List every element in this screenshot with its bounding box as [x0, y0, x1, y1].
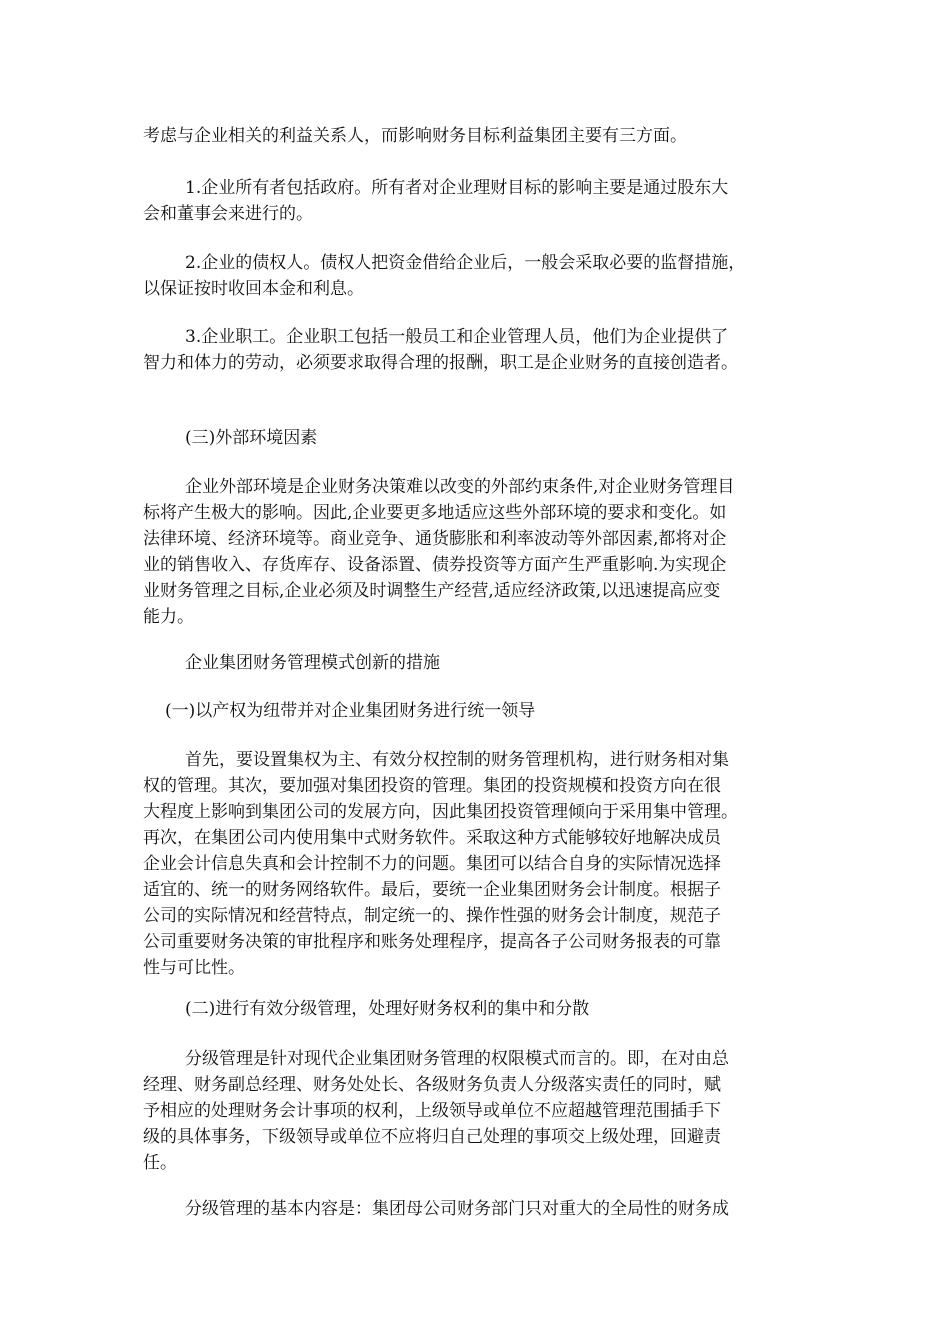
text-line: 分级管理的基本内容是：集团母公司财务部门只对重大的全局性的财务成: [185, 1199, 729, 1219]
text-line: 分级管理是针对现代企业集团财务管理的权限模式而言的。即，在对由总: [185, 1049, 729, 1069]
text-line: 以保证按时收回本金和利息。: [143, 279, 364, 299]
text-line: 适宜的、统一的财务网络软件。最后，要统一企业集团财务会计制度。根据子: [143, 880, 721, 900]
text-line: 会和董事会来进行的。: [143, 204, 313, 224]
text-line: 企业会计信息失真和会计控制不力的问题。集团可以结合自身的实际情况选择: [143, 854, 721, 874]
text-line: 业的销售收入、存货库存、设备添置、债券投资等方面产生严重影响.为实现企: [143, 555, 727, 575]
text-line: 公司重要财务决策的审批程序和账务处理程序，提高各子公司财务报表的可靠: [143, 932, 721, 952]
text-line: 首先，要设置集权为主、有效分权控制的财务管理机构，进行财务相对集: [185, 750, 729, 770]
paragraph-intro: [143, 123, 823, 149]
paragraph-hierarchical-management: [143, 1046, 823, 1176]
text-line: 业财务管理之目标,企业必须及时调整生产经营,适应经济政策,以迅速提高应变: [143, 581, 721, 601]
text-line: 2.企业的债权人。债权人把资金借给企业后，一般会采取必要的监督措施，: [185, 253, 746, 273]
text-line: 1.企业所有者包括政府。所有者对企业理财目标的影响主要是通过股东大: [185, 178, 729, 198]
text-line: 3.企业职工。企业职工包括一般员工和企业管理人员，他们为企业提供了: [185, 327, 729, 347]
paragraph-centralized-management: [143, 747, 823, 981]
heading-text: 企业集团财务管理模式创新的措施: [185, 653, 440, 673]
paragraph-owners: [143, 175, 823, 227]
text-line: 公司的实际情况和经营特点，制定统一的、操作性强的财务会计制度，规范子: [143, 906, 721, 926]
text-line: 能力。: [143, 607, 194, 627]
text-line: 经理、财务副总经理、财务处处长、各级财务负责人分级落实责任的同时，赋: [143, 1075, 721, 1095]
text-line: 任。: [143, 1153, 177, 1173]
paragraph-basic-content: [143, 1196, 823, 1222]
text-line: 标将产生极大的影响。因此,企业要更多地适应这些外部环境的要求和变化。如: [143, 503, 727, 523]
text-line: 大程度上影响到集团公司的发展方向，因此集团投资管理倾向于采用集中管理。: [143, 802, 738, 822]
paragraph-creditors: [143, 250, 823, 302]
text-line: 性与可比性。: [143, 958, 245, 978]
paragraph-employees: [143, 324, 823, 376]
text-line: 予相应的处理财务会计事项的权利，上级领导或单位不应超越管理范围插手下: [143, 1101, 721, 1121]
text-line: 企业外部环境是企业财务决策难以改变的外部约束条件,对企业财务管理目: [185, 477, 735, 497]
heading-text: (三)外部环境因素: [185, 428, 318, 448]
text-line: 权的管理。其次，要加强对集团投资的管理。集团的投资规模和投资方向在很: [143, 776, 721, 796]
paragraph-external-environment: [143, 474, 823, 630]
section-heading-external: [143, 425, 823, 451]
text-line: 考虑与企业相关的利益关系人，而影响财务目标利益集团主要有三方面。: [143, 126, 687, 146]
text-line: 再次，在集团公司内使用集中式财务软件。采取这种方式能够较好地解决成员: [143, 828, 721, 848]
section-title-measures: [143, 650, 823, 676]
heading-text: (二)进行有效分级管理，处理好财务权利的集中和分散: [185, 999, 590, 1019]
section-heading-two: [143, 996, 823, 1022]
heading-text: (一)以产权为纽带并对企业集团财务进行统一领导: [165, 701, 536, 721]
section-heading-one: [143, 698, 823, 724]
text-line: 智力和体力的劳动，必须要求取得合理的报酬，职工是企业财务的直接创造者。: [143, 353, 738, 373]
text-line: 法律环境、经济环境等。商业竞争、通货膨胀和利率波动等外部因素,都将对企: [143, 529, 727, 549]
text-line: 级的具体事务，下级领导或单位不应将归自己处理的事项交上级处理，回避责: [143, 1127, 721, 1147]
